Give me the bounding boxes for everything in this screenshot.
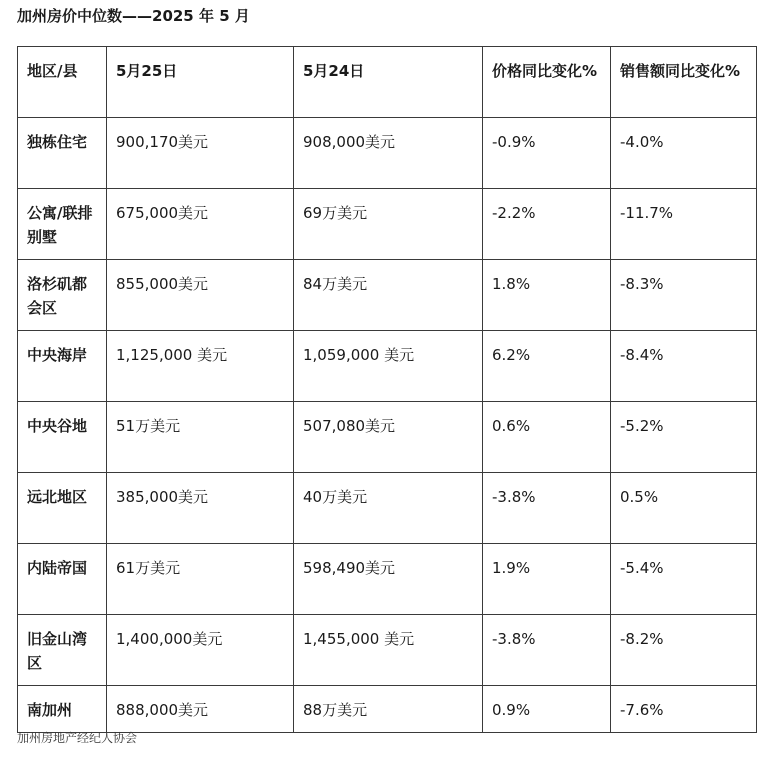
sales-yoy-cell: -4.0% xyxy=(611,118,757,189)
price-may-24-cell: 507,080美元 xyxy=(294,402,483,473)
table-row xyxy=(18,544,757,615)
region-cell: 旧金山湾区 xyxy=(18,615,107,686)
table-row xyxy=(18,615,757,686)
region-cell: 公寓/联排别墅 xyxy=(18,189,107,260)
price-may-25-cell: 888,000美元 xyxy=(107,686,294,733)
price-yoy-cell: -3.8% xyxy=(483,473,611,544)
median-price-table xyxy=(17,46,757,733)
table-header-row xyxy=(18,47,757,118)
price-yoy-cell: 1.9% xyxy=(483,544,611,615)
price-may-25-cell: 900,170美元 xyxy=(107,118,294,189)
sales-yoy-cell: -7.6% xyxy=(611,686,757,733)
sales-yoy-cell: -8.3% xyxy=(611,260,757,331)
region-cell: 南加州 xyxy=(18,686,107,733)
price-yoy-cell: 0.9% xyxy=(483,686,611,733)
region-cell: 内陆帝国 xyxy=(18,544,107,615)
price-yoy-cell: -3.8% xyxy=(483,615,611,686)
sales-yoy-cell: -8.4% xyxy=(611,331,757,402)
sales-yoy-cell: 0.5% xyxy=(611,473,757,544)
price-yoy-cell: -0.9% xyxy=(483,118,611,189)
price-may-24-cell: 1,455,000 美元 xyxy=(294,615,483,686)
region-cell: 远北地区 xyxy=(18,473,107,544)
table-row xyxy=(18,331,757,402)
price-yoy-cell: 0.6% xyxy=(483,402,611,473)
source-caption: 加州房地产经纪人协会 xyxy=(17,731,138,745)
price-may-24-cell: 88万美元 xyxy=(294,686,483,733)
price-may-25-cell: 675,000美元 xyxy=(107,189,294,260)
price-may-25-cell: 51万美元 xyxy=(107,402,294,473)
table-row xyxy=(18,402,757,473)
region-cell: 独栋住宅 xyxy=(18,118,107,189)
price-may-24-cell: 69万美元 xyxy=(294,189,483,260)
price-may-24-cell: 598,490美元 xyxy=(294,544,483,615)
price-may-25-cell: 1,400,000美元 xyxy=(107,615,294,686)
price-may-24-cell: 1,059,000 美元 xyxy=(294,331,483,402)
price-may-24-cell: 84万美元 xyxy=(294,260,483,331)
price-yoy-cell: 6.2% xyxy=(483,331,611,402)
price-may-25-cell: 1,125,000 美元 xyxy=(107,331,294,402)
page-title: 加州房价中位数——2025 年 5 月 xyxy=(17,7,250,25)
price-yoy-cell: -2.2% xyxy=(483,189,611,260)
region-cell: 中央谷地 xyxy=(18,402,107,473)
price-may-24-cell: 40万美元 xyxy=(294,473,483,544)
sales-yoy-cell: -8.2% xyxy=(611,615,757,686)
price-may-24-cell: 908,000美元 xyxy=(294,118,483,189)
table-row xyxy=(18,260,757,331)
table-row xyxy=(18,473,757,544)
region-cell: 中央海岸 xyxy=(18,331,107,402)
column-header-price-yoy: 价格同比变化% xyxy=(483,47,611,118)
column-header-sales-yoy: 销售额同比变化% xyxy=(611,47,757,118)
price-may-25-cell: 61万美元 xyxy=(107,544,294,615)
sales-yoy-cell: -11.7% xyxy=(611,189,757,260)
table-row xyxy=(18,189,757,260)
sales-yoy-cell: -5.4% xyxy=(611,544,757,615)
region-cell: 洛杉矶都会区 xyxy=(18,260,107,331)
column-header-region: 地区/县 xyxy=(18,47,107,118)
price-yoy-cell: 1.8% xyxy=(483,260,611,331)
table-row xyxy=(18,118,757,189)
price-may-25-cell: 855,000美元 xyxy=(107,260,294,331)
table-row xyxy=(18,686,757,733)
column-header-may-24: 5月24日 xyxy=(294,47,483,118)
sales-yoy-cell: -5.2% xyxy=(611,402,757,473)
price-may-25-cell: 385,000美元 xyxy=(107,473,294,544)
column-header-may-25: 5月25日 xyxy=(107,47,294,118)
